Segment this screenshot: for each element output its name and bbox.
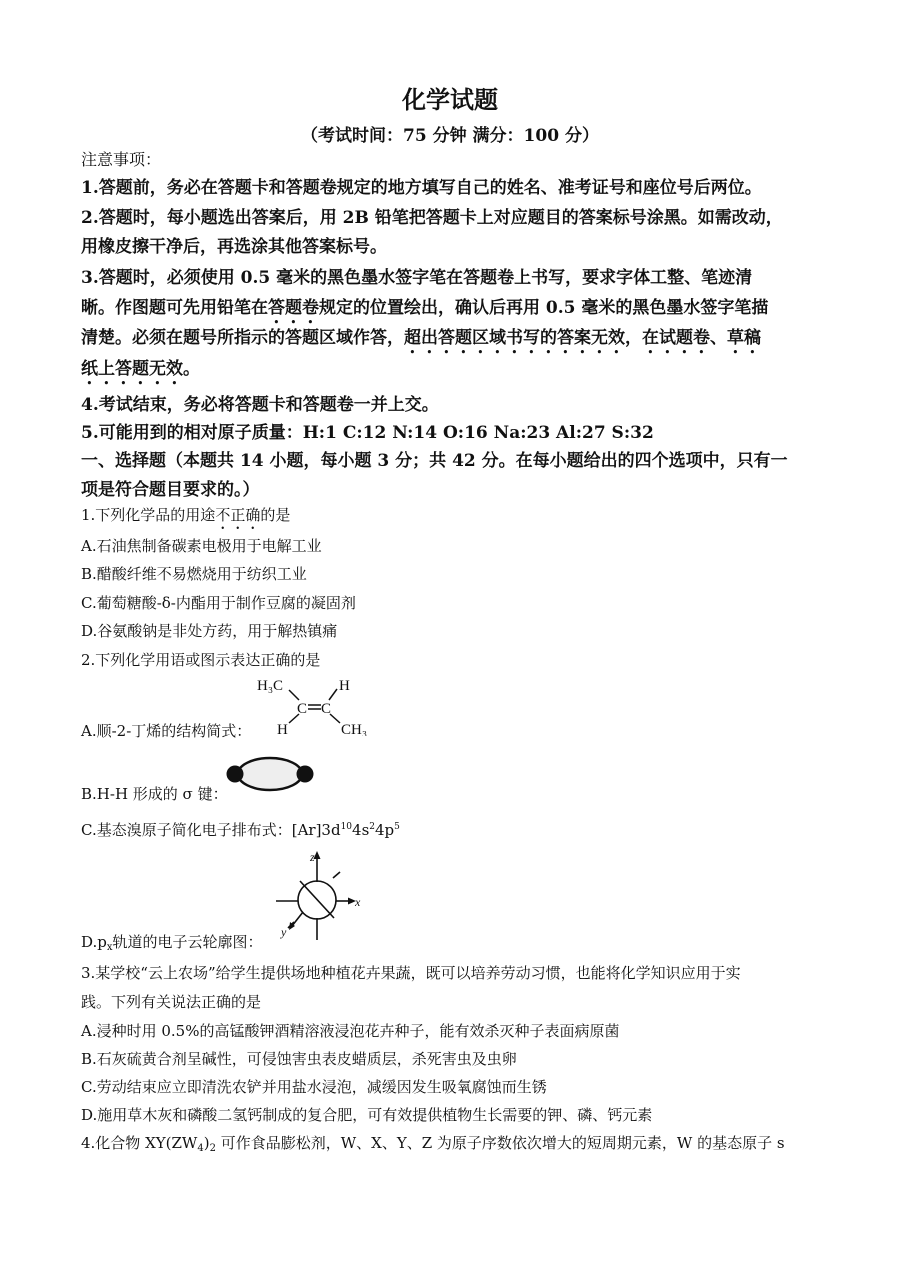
x-axis-label: x [355, 895, 361, 909]
bond-c2-h [329, 689, 337, 700]
q3-stem-line-1: 3.某学校“云上农场”给学生提供场地种植花卉果蔬，既可以培养劳动习惯，也能将化学知识应用于实 [81, 964, 741, 982]
q2-option-d: $D.p_x$轨道的电子云轮廓图： [81, 933, 263, 953]
c1-label: C [297, 701, 308, 717]
h-top-label: H [339, 678, 350, 694]
overlap-ellipse [238, 758, 302, 790]
q1-option-a: A.石油焦制备碳素电极用于电解工业 [81, 537, 322, 555]
notice-item-3-line-3: 清楚。必须在题号所指示的答题区域作答，超出答题区域书写的答案无效，在试题卷、草稿 [81, 328, 761, 348]
q2-option-a: A.顺-2-丁烯的结构简式： [81, 722, 252, 740]
q2-option-b: B.H-H 形成的 σ 键： [81, 785, 228, 803]
q3-option-b: B.石灰硫黄合剂呈碱性，可侵蚀害虫表皮蜡质层，杀死害虫及虫卵 [81, 1050, 517, 1068]
notice-item-4: 4.考试结束，务必将答题卡和答题卷一并上交。 [81, 395, 439, 415]
exam-subtitle: （考试时间：75 分钟 满分：100 分） [301, 126, 599, 146]
h-nucleus-left [227, 766, 244, 783]
y-axis-label: y [281, 925, 287, 939]
z-axis-label: z [310, 850, 315, 864]
notice-item-1: 1.答题前，务必在答题卡和答题卷规定的地方填写自己的姓名、准考证号和座位号后两位。 [81, 178, 762, 198]
notice-item-2-line-1: 2.答题时，每小题选出答案后，用 2B 铅笔把答题卡上对应题目的答案标号涂黑。如需改动， [81, 208, 783, 228]
orbital-divider [300, 881, 334, 918]
q1-option-d: D.谷氨酸钠是非处方药，用于解热镇痛 [81, 622, 338, 640]
sigma-bond-diagram [224, 753, 316, 797]
section-heading-line-1: 一、选择题（本题共 14 小题，每小题 3 分；共 42 分。在每小题给出的四个选项中，只有一 [81, 451, 788, 471]
q3-option-c: C.劳动结束应立即清洗农铲并用盐水浸泡，减缓因发生吸氧腐蚀而生锈 [81, 1078, 547, 1096]
q2-option-c: C.基态溴原子简化电子排布式：$[Ar]3d^{10}4s^24p^5$ [81, 821, 400, 839]
emphasis-test-paper: 在试题卷、草稿 [642, 328, 761, 348]
emphasis-out-of-area: 超出答题区域书写的答案无效 [404, 328, 625, 348]
emphasis-incorrect: 不正确 [215, 506, 261, 524]
q1-stem: 1.下列化学品的用途不正确的是 [81, 506, 291, 524]
bond-c2-ch3 [330, 714, 340, 723]
q3-stem-line-2: 践。下列有关说法正确的是 [81, 993, 262, 1011]
q1-option-b: B.醋酸纤维不易燃烧用于纺织工业 [81, 565, 307, 583]
h-nucleus-right [297, 766, 314, 783]
ch3-label: CH₃ [341, 722, 368, 736]
emphasis-answer-sheet: 答题卷 [268, 298, 319, 318]
px-orbital-diagram [272, 848, 362, 944]
cis-2-butene-structure [255, 672, 375, 736]
q3-option-d: D.施用草木灰和磷酸二氢钙制成的复合肥，可有效提供植物生长需要的钾、磷、钙元素 [81, 1106, 653, 1124]
exam-title: 化学试题 [402, 86, 498, 114]
notice-heading: 注意事项： [81, 150, 162, 169]
notice-item-3-line-2: 晰。作图题可先用铅笔在答题卷规定的位置绘出，确认后再用 0.5 毫米的黑色墨水签字笔描 [81, 298, 769, 318]
q2-stem: 2.下列化学用语或图示表达正确的是 [81, 651, 321, 669]
y-axis [292, 912, 303, 926]
emphasis-draft-invalid: 纸上答题无效 [81, 359, 183, 379]
tick-upper-right [333, 872, 340, 878]
notice-item-3-line-4: 纸上答题无效。 [81, 359, 200, 379]
section-heading-line-2: 项是符合题目要求的。） [81, 480, 260, 500]
notice-item-3-line-1: 3.答题时，必须使用 0.5 毫米的黑色墨水签字笔在答题卷上书写，要求字体工整、笔迹清 [81, 268, 753, 288]
bond-h3c-c1 [289, 690, 299, 700]
q4-stem: 4.化合物 $XY(ZW_4)_2$ 可作食品膨松剂，W、X、Y、Z 为原子序数依次增大的短周期元素，W 的基态原子 s [81, 1134, 785, 1154]
c2-label: C [321, 701, 332, 717]
bond-c1-h [289, 714, 299, 723]
notice-item-2-line-2: 用橡皮擦干净后，再选涂其他答案标号。 [81, 237, 387, 257]
notice-item-5: 5.可能用到的相对原子质量：H:1 C:12 N:14 O:16 Na:23 Al:27 S:32 [81, 423, 654, 443]
h-bottom-label: H [277, 722, 288, 736]
q3-option-a: A.浸种时用 0.5%的高锰酸钾酒精溶液浸泡花卉种子，能有效杀灭种子表面病原菌 [81, 1022, 620, 1040]
q1-option-c: C.葡萄糖酸-δ-内酯用于制作豆腐的凝固剂 [81, 594, 356, 612]
h3c-label: H₃C [257, 678, 284, 694]
